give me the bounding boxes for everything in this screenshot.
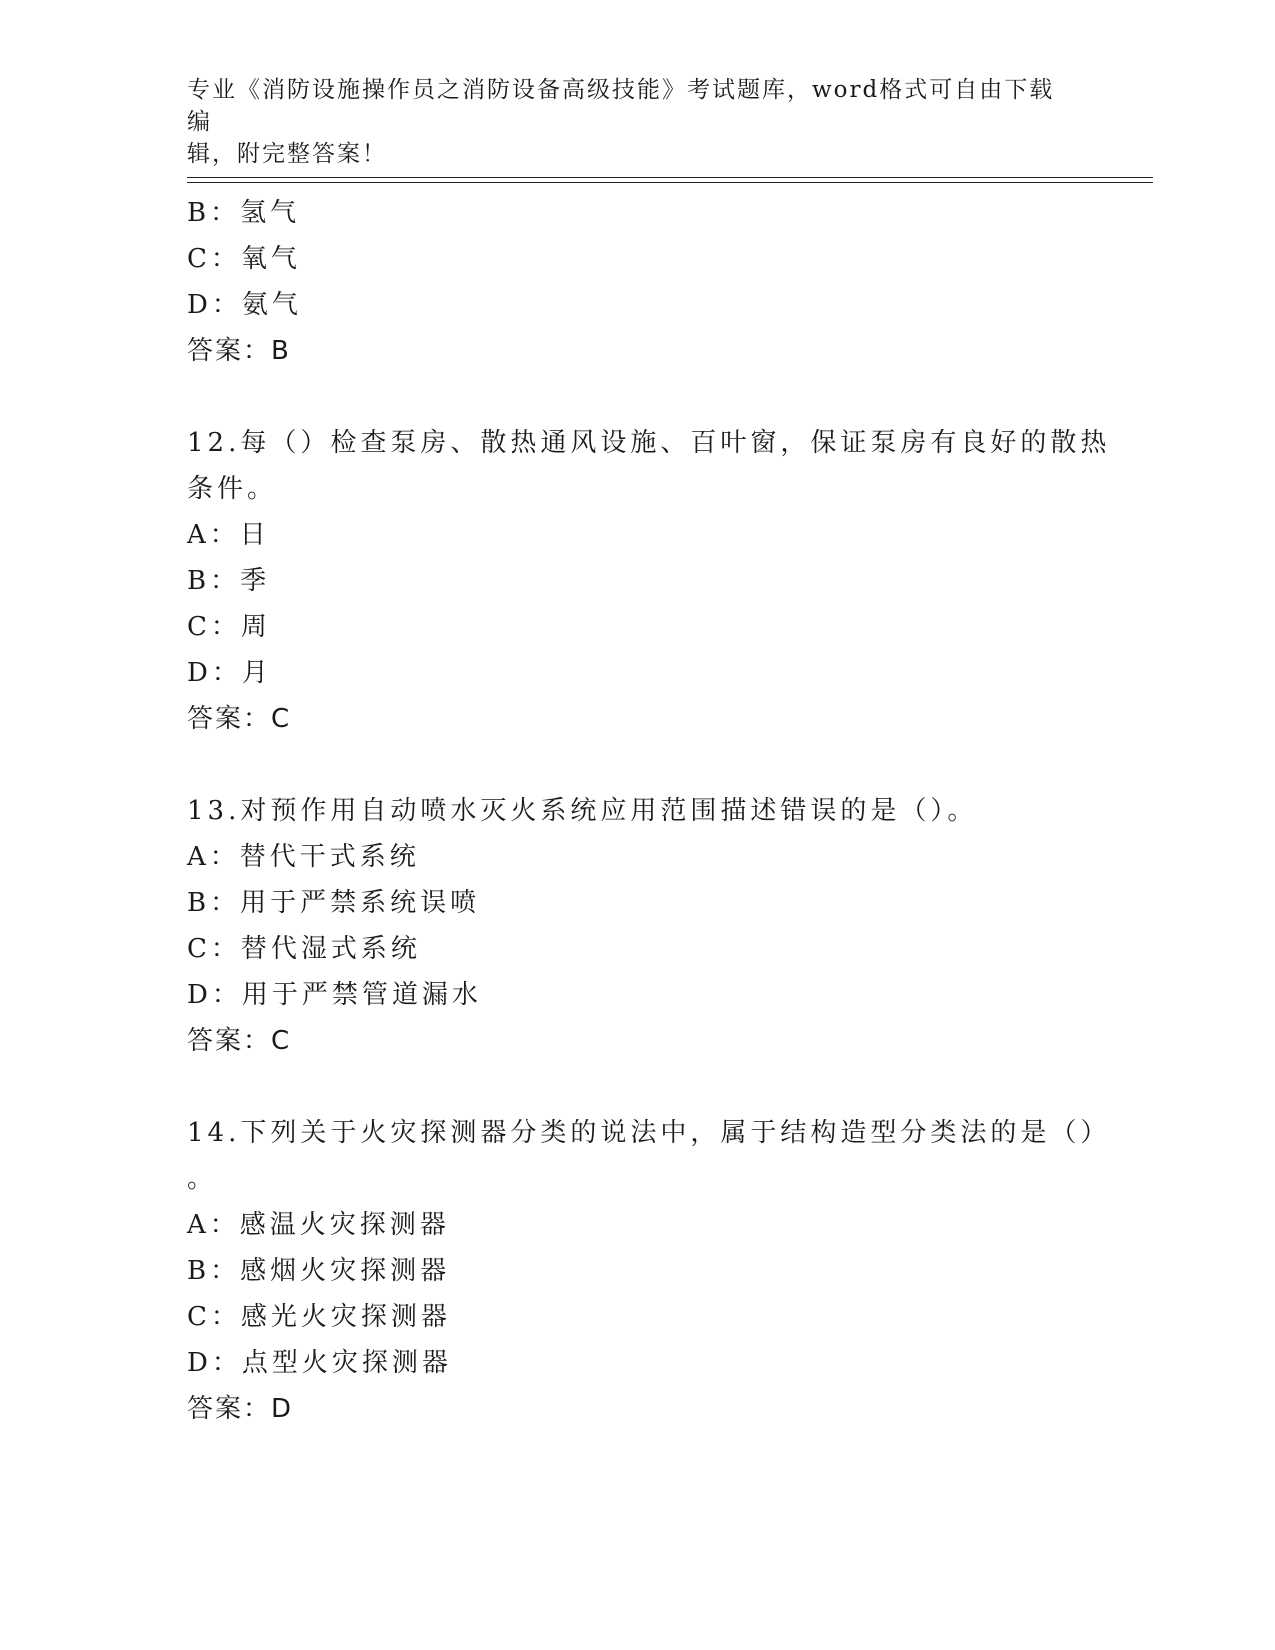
answer: 答案：D: [187, 1394, 294, 1424]
spacer: [187, 1064, 1087, 1110]
option-d: D：用于严禁管道漏水: [187, 980, 482, 1010]
option-c: C：氧气: [187, 244, 301, 274]
header-divider-top: [187, 177, 1153, 178]
answer: 答案：C: [187, 704, 292, 734]
document-header: [187, 74, 1067, 170]
header-divider-bottom: [187, 182, 1153, 183]
question-12: [187, 420, 1111, 742]
question-list: [187, 190, 1111, 1432]
question-11-tail: [187, 190, 1087, 374]
question-stem-continued: 条件。: [187, 474, 278, 504]
question-stem: 14.下列关于火灾探测器分类的说法中，属于结构造型分类法的是（）: [187, 1118, 1111, 1148]
header-line-1: 专业《消防设施操作员之消防设备高级技能》考试题库，word格式可自由下载编: [187, 77, 1055, 135]
question-stem-continued: 。: [187, 1164, 218, 1194]
option-d: D：点型火灾探测器: [187, 1348, 452, 1378]
option-b: B：氢气: [187, 198, 301, 228]
question-13: [187, 788, 1087, 1064]
question-stem: 13.对预作用自动喷水灭火系统应用范围描述错误的是（）。: [187, 796, 978, 826]
question-stem: 12.每（）检查泵房、散热通风设施、百叶窗，保证泵房有良好的散热: [187, 428, 1111, 458]
option-d: D：氨气: [187, 290, 302, 320]
option-a: A：感温火灾探测器: [187, 1210, 450, 1240]
answer: 答案：B: [187, 336, 291, 366]
option-b: B：季: [187, 566, 271, 596]
option-b: B：用于严禁系统误喷: [187, 888, 481, 918]
option-d: D：月: [187, 658, 272, 688]
option-b: B：感烟火灾探测器: [187, 1256, 451, 1286]
option-c: C：替代湿式系统: [187, 934, 421, 964]
option-a: A：日: [187, 520, 270, 550]
option-a: A：替代干式系统: [187, 842, 420, 872]
option-c: C：感光火灾探测器: [187, 1302, 451, 1332]
option-c: C：周: [187, 612, 271, 642]
answer: 答案：C: [187, 1026, 292, 1056]
question-14: [187, 1110, 1111, 1432]
spacer: [187, 742, 1087, 788]
header-line-2: 辑，附完整答案！: [187, 141, 387, 167]
spacer: [187, 374, 1087, 420]
